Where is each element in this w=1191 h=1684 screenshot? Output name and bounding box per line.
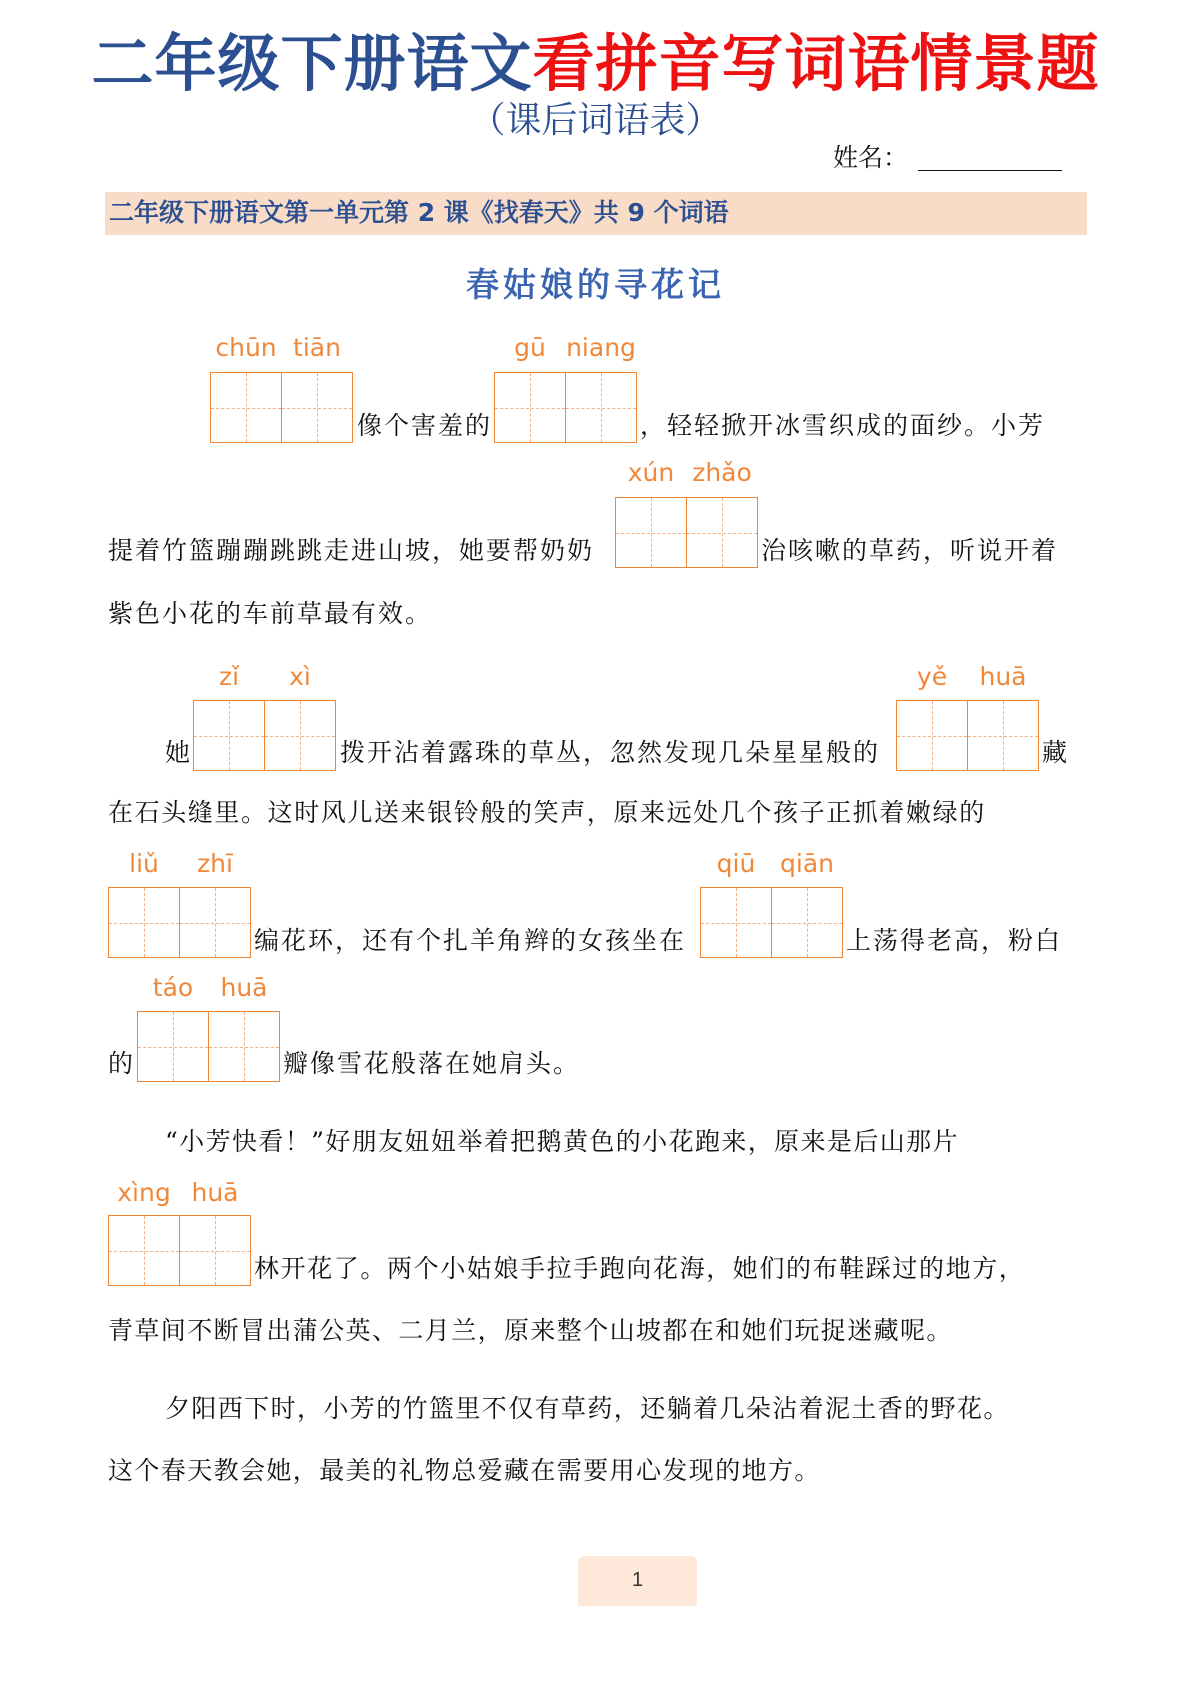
page-subtitle: （课后词语表）: [469, 100, 722, 141]
pinyin-syllable: huā: [979, 662, 1027, 691]
grid-cell[interactable]: [180, 887, 251, 958]
grid-cell[interactable]: [896, 700, 968, 771]
story-text: 在石头缝里。这时风儿送来银铃般的笑声，原来远处几个孩子正抓着嫩绿的: [108, 798, 986, 827]
grid-cell[interactable]: [265, 700, 336, 771]
lesson-band: [105, 192, 1087, 235]
pinyin-label: [108, 1178, 251, 1208]
pinyin-label: [494, 333, 637, 363]
grid-cell[interactable]: [108, 1215, 180, 1286]
pinyin-syllable: chūn: [215, 333, 277, 362]
pinyin-label: [210, 333, 353, 363]
grid-cell[interactable]: [700, 887, 772, 958]
story-text: “小芳快看！”好朋友妞妞举着把鹅黄色的小花跑来，原来是后山那片: [165, 1127, 959, 1156]
story-text: 这个春天教会她，最美的礼物总爱藏在需要用心发现的地方。: [108, 1456, 821, 1485]
pinyin-syllable: xún: [627, 458, 675, 487]
story-text: 青草间不断冒出蒲公英、二月兰，原来整个山坡都在和她们玩捉迷藏呢。: [108, 1316, 953, 1345]
grid-cell[interactable]: [772, 887, 843, 958]
pinyin-syllable: huā: [191, 1178, 239, 1207]
pinyin-syllable: niang: [566, 333, 636, 362]
writing-grid-guniang[interactable]: [494, 372, 637, 443]
grid-cell[interactable]: [615, 497, 687, 568]
pinyin-syllable: huā: [220, 973, 268, 1002]
story-text: 林开花了。两个小姑娘手拉手跑向花海，她们的布鞋踩过的地方，: [254, 1254, 1026, 1283]
pinyin-syllable: táo: [152, 973, 194, 1002]
pinyin-label: [896, 662, 1039, 692]
pinyin-label: [137, 973, 280, 1003]
writing-grid-liuzhi[interactable]: [108, 887, 251, 958]
writing-grid-zixi[interactable]: [193, 700, 336, 771]
pinyin-syllable: zhǎo: [692, 458, 752, 487]
story-text: 藏: [1042, 738, 1070, 767]
pinyin-syllable: qiū: [716, 849, 756, 878]
pinyin-syllable: gū: [514, 333, 546, 362]
story-text: 编花环，还有个扎羊角辫的女孩坐在: [254, 926, 687, 955]
grid-cell[interactable]: [209, 1011, 280, 1082]
grid-cell[interactable]: [180, 1215, 251, 1286]
story-text: 提着竹篮蹦蹦跳跳走进山坡，她要帮奶奶: [108, 536, 595, 565]
story-text: 像个害羞的: [357, 411, 493, 440]
story-text: ，轻轻掀开冰雪织成的面纱。小芳: [640, 411, 1046, 440]
name-input-line[interactable]: [918, 170, 1062, 171]
writing-grid-qiuqian[interactable]: [700, 887, 843, 958]
page-title: [0, 26, 1191, 102]
title-red-part: 看拼音写词语情景题: [532, 27, 1100, 100]
writing-grid-chuntian[interactable]: [210, 372, 353, 443]
pinyin-label: [108, 849, 251, 879]
title-blue-part: 二年级下册语文: [91, 27, 533, 100]
pinyin-label: [615, 458, 758, 488]
pinyin-syllable: zǐ: [218, 662, 240, 691]
grid-cell[interactable]: [137, 1011, 209, 1082]
pinyin-syllable: tiān: [293, 333, 341, 362]
page-number: 1: [578, 1556, 697, 1606]
grid-cell[interactable]: [687, 497, 758, 568]
pinyin-syllable: yě: [916, 662, 948, 691]
story-text: 瓣像雪花般落在她肩头。: [283, 1049, 581, 1078]
grid-cell[interactable]: [193, 700, 265, 771]
pinyin-label: [193, 662, 336, 692]
name-label: 姓名：: [833, 143, 909, 172]
grid-cell[interactable]: [494, 372, 566, 443]
story-text: 紫色小花的车前草最有效。: [108, 599, 433, 628]
pinyin-syllable: qiān: [780, 849, 834, 878]
story-text: 治咳嗽的草药，听说开着: [761, 536, 1059, 565]
story-text: 拨开沾着露珠的草丛，忽然发现几朵星星般的: [340, 738, 881, 767]
pinyin-syllable: xìng: [117, 1178, 171, 1207]
story-title: 春姑娘的寻花记: [466, 265, 725, 304]
story-text: 夕阳西下时，小芳的竹篮里不仅有草药，还躺着几朵沾着泥土香的野花。: [165, 1394, 1010, 1423]
writing-grid-yehua[interactable]: [896, 700, 1039, 771]
grid-cell[interactable]: [108, 887, 180, 958]
grid-cell[interactable]: [968, 700, 1039, 771]
pinyin-syllable: zhī: [197, 849, 233, 878]
grid-cell[interactable]: [282, 372, 353, 443]
pinyin-label: [700, 849, 843, 879]
story-text: 上荡得老高，粉白: [846, 926, 1063, 955]
writing-grid-xinghua[interactable]: [108, 1215, 251, 1286]
writing-grid-taohua[interactable]: [137, 1011, 280, 1082]
story-text: 的: [108, 1049, 136, 1078]
story-text: 她: [165, 738, 193, 767]
pinyin-syllable: liǔ: [129, 849, 159, 878]
writing-grid-xunzhao[interactable]: [615, 497, 758, 568]
pinyin-syllable: xì: [289, 662, 311, 691]
lesson-band-text: 二年级下册语文第一单元第 2 课《找春天》共 9 个词语: [109, 198, 729, 227]
grid-cell[interactable]: [210, 372, 282, 443]
grid-cell[interactable]: [566, 372, 637, 443]
